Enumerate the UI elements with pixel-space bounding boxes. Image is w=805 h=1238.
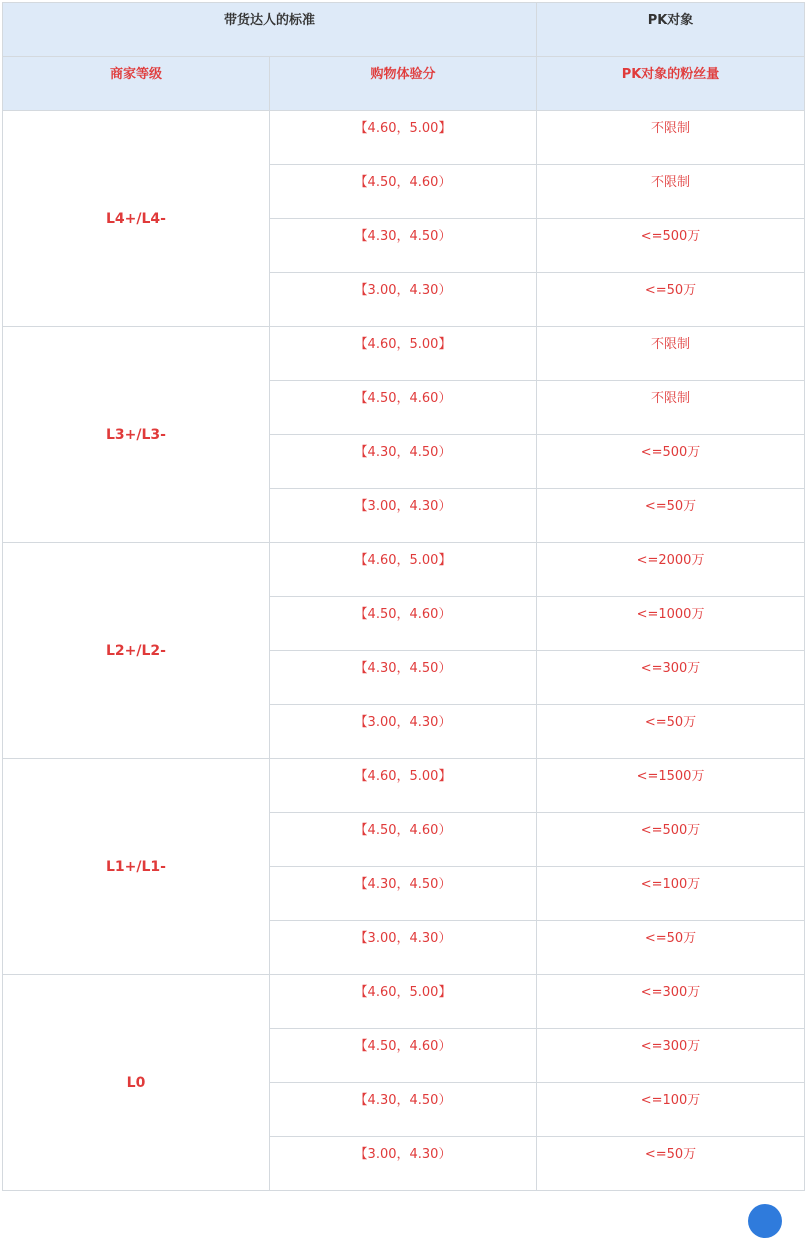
header-group-left: 带货达人的标准: [3, 3, 537, 57]
merchant-level-cell: L3+/L3-: [3, 327, 270, 543]
fans-limit-cell: <=50万: [537, 1137, 805, 1191]
experience-score-cell: 【4.30，4.50）: [270, 435, 537, 489]
fans-limit-cell: <=1500万: [537, 759, 805, 813]
merchant-level-cell: L0: [3, 975, 270, 1191]
fans-limit-cell: <=100万: [537, 867, 805, 921]
fans-limit-cell: <=500万: [537, 813, 805, 867]
experience-score-cell: 【3.00，4.30）: [270, 489, 537, 543]
fans-limit-cell: 不限制: [537, 165, 805, 219]
table-row: [3, 327, 805, 381]
header-col-level: 商家等级: [3, 57, 270, 111]
fans-limit-cell: <=2000万: [537, 543, 805, 597]
experience-score-cell: 【4.50，4.60）: [270, 813, 537, 867]
fans-limit-cell: 不限制: [537, 327, 805, 381]
fans-limit-cell: <=50万: [537, 921, 805, 975]
experience-score-cell: 【4.50，4.60）: [270, 1029, 537, 1083]
table-row: [3, 975, 805, 1029]
fans-limit-cell: <=50万: [537, 489, 805, 543]
experience-score-cell: 【4.30，4.50）: [270, 651, 537, 705]
fans-limit-cell: 不限制: [537, 381, 805, 435]
experience-score-cell: 【4.30，4.50）: [270, 867, 537, 921]
experience-score-cell: 【4.30，4.50）: [270, 219, 537, 273]
merchant-level-cell: L1+/L1-: [3, 759, 270, 975]
experience-score-cell: 【4.30，4.50）: [270, 1083, 537, 1137]
header-group-row: [3, 3, 805, 57]
experience-score-cell: 【4.60，5.00】: [270, 759, 537, 813]
fans-limit-cell: <=300万: [537, 975, 805, 1029]
pk-rules-table: [2, 2, 805, 1191]
merchant-level-cell: L2+/L2-: [3, 543, 270, 759]
floating-action-icon[interactable]: [748, 1204, 782, 1238]
merchant-level-cell: L4+/L4-: [3, 111, 270, 327]
fans-limit-cell: <=300万: [537, 651, 805, 705]
experience-score-cell: 【3.00，4.30）: [270, 273, 537, 327]
experience-score-cell: 【4.50，4.60）: [270, 597, 537, 651]
experience-score-cell: 【4.60，5.00】: [270, 975, 537, 1029]
experience-score-cell: 【4.60，5.00】: [270, 111, 537, 165]
experience-score-cell: 【3.00，4.30）: [270, 921, 537, 975]
table-row: [3, 111, 805, 165]
experience-score-cell: 【3.00，4.30）: [270, 1137, 537, 1191]
experience-score-cell: 【4.60，5.00】: [270, 327, 537, 381]
fans-limit-cell: <=500万: [537, 435, 805, 489]
fans-limit-cell: <=50万: [537, 273, 805, 327]
table-row: [3, 543, 805, 597]
experience-score-cell: 【4.60，5.00】: [270, 543, 537, 597]
header-group-right: PK对象: [537, 3, 805, 57]
fans-limit-cell: 不限制: [537, 111, 805, 165]
header-column-row: [3, 57, 805, 111]
fans-limit-cell: <=300万: [537, 1029, 805, 1083]
experience-score-cell: 【4.50，4.60）: [270, 165, 537, 219]
table-row: [3, 759, 805, 813]
experience-score-cell: 【3.00，4.30）: [270, 705, 537, 759]
experience-score-cell: 【4.50，4.60）: [270, 381, 537, 435]
header-col-score: 购物体验分: [270, 57, 537, 111]
fans-limit-cell: <=500万: [537, 219, 805, 273]
header-col-fans: PK对象的粉丝量: [537, 57, 805, 111]
fans-limit-cell: <=50万: [537, 705, 805, 759]
fans-limit-cell: <=1000万: [537, 597, 805, 651]
fans-limit-cell: <=100万: [537, 1083, 805, 1137]
